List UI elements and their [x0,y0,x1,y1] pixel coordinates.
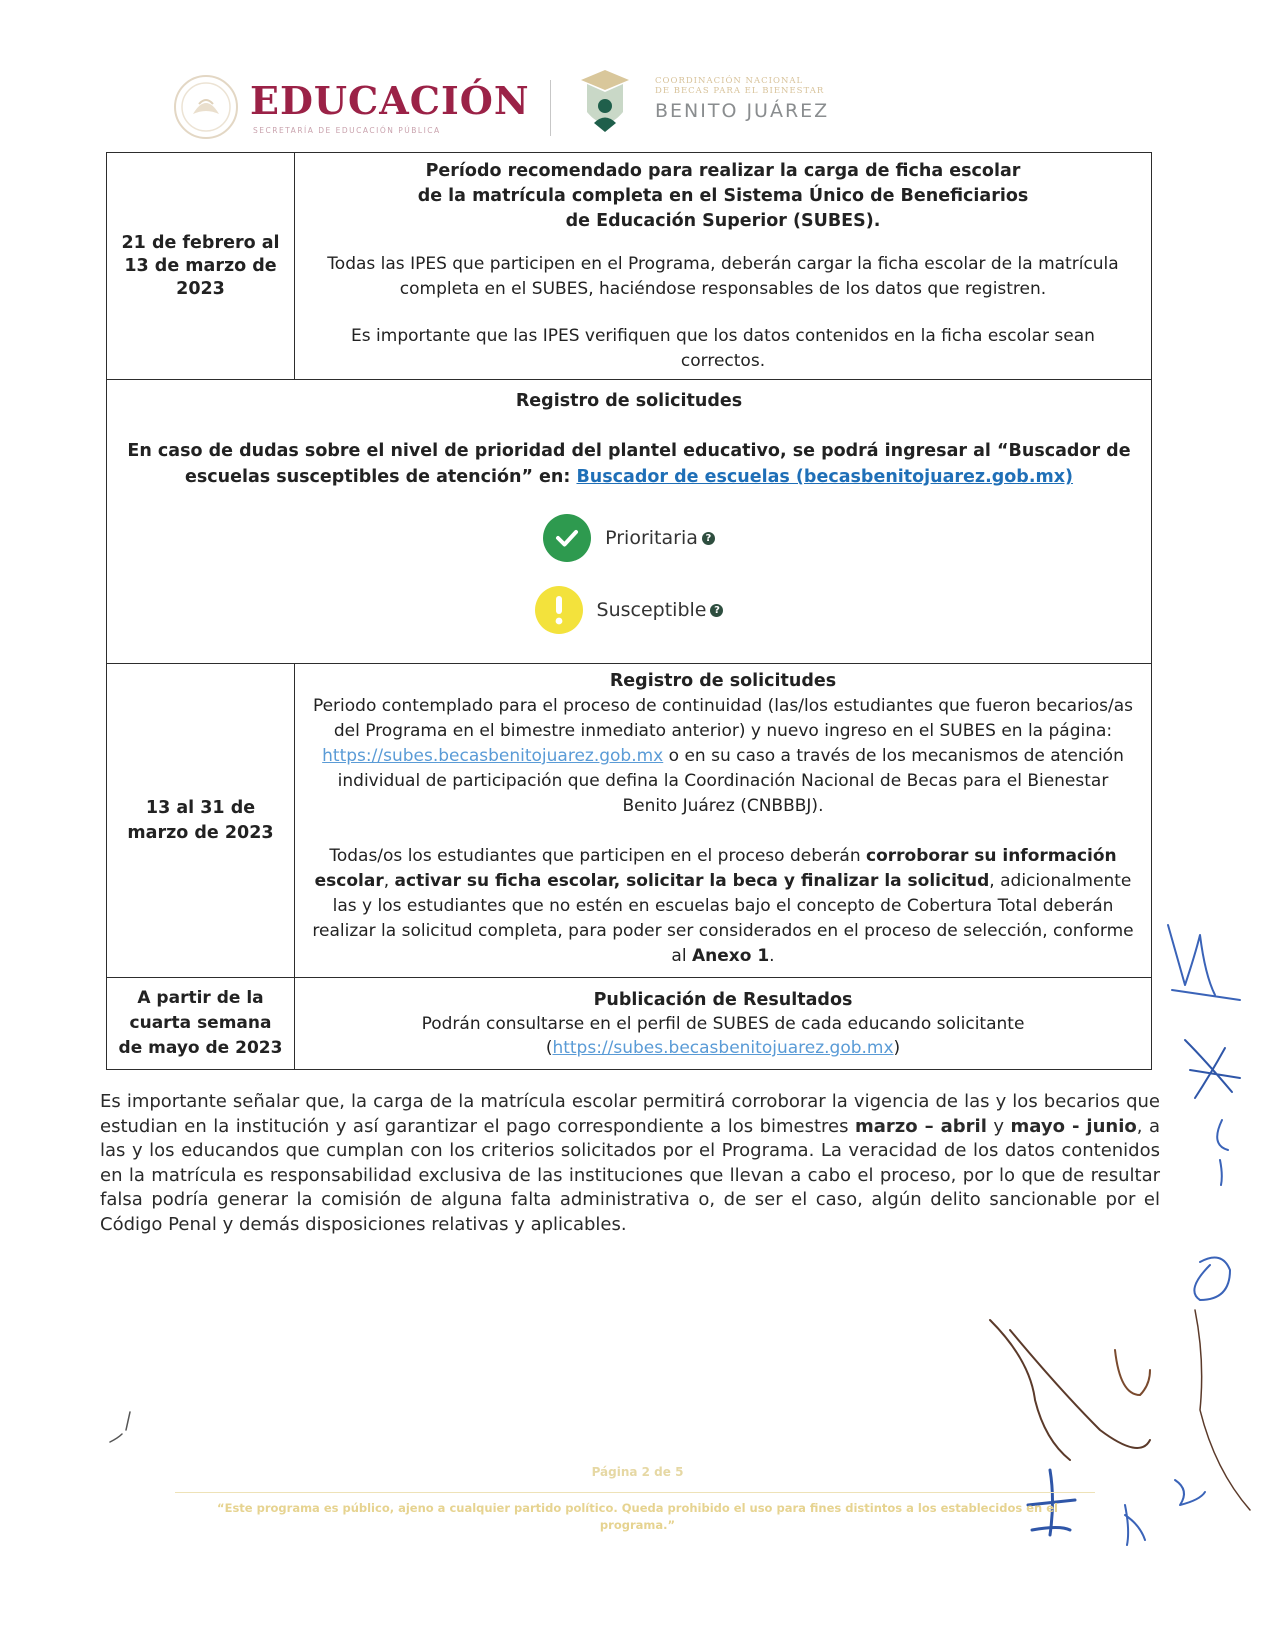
help-icon[interactable]: ? [710,604,723,617]
row-text: Es importante que las IPES verifiquen que los datos contenidos en la ficha escolar sean correctos. [351,326,1095,371]
schedule-table [106,152,1152,1070]
row-content [295,153,1151,379]
bold-part: Anexo 1 [691,946,770,966]
bj-coordination-label [655,76,875,96]
status-susceptible [127,586,1131,634]
row-content [295,978,1151,1069]
row-text [309,694,1137,819]
bold-part: marzo – abril [854,1115,987,1137]
text-part: , [383,871,395,891]
table-row [107,663,1151,977]
heading-line: Período recomendado para realizar la carga de ficha escolar [425,161,1021,181]
page-header [165,68,865,148]
row-heading: Registro de solicitudes [609,671,837,691]
row-content [107,380,1151,663]
bold-part: activar su ficha escolar, solicitar la beca y finalizar la solicitud [394,871,990,891]
text-part: Periodo contemplado para el proceso de continuidad (las/los estudiantes que fueron becarios/as del Programa en el bimestre inmediato anterior) y nuevo ingreso en el SUBES en la página: [312,696,1134,741]
table-row [107,379,1151,663]
subes-link[interactable]: https://subes.becasbenitojuarez.gob.mx [322,746,664,766]
check-icon [543,514,591,562]
benito-juarez-title: BENITO JUÁREZ [655,100,830,122]
educacion-title: EDUCACIÓN [250,78,530,123]
row-text [309,844,1137,969]
text-part: . [769,946,775,966]
row-link-line [309,1036,1137,1060]
text-part: Es importante señalar que, la carga de la matrícula escolar permitirá corroborar la vigencia de las y los becarios que estudian en la institución y así garantizar el pago correspondiente a los bimestres [100,1091,1160,1137]
table-row [107,977,1151,1069]
row-text: Todas las IPES que participen en el Programa, deberán cargar la ficha escolar de la matrícula completa en el SUBES, haciéndose responsables de los datos que registren. [327,254,1119,299]
status-prioritaria [127,514,1131,562]
body-paragraph [100,1090,1160,1237]
text-part: Todas/os los estudiantes que participen en el proceso deberán [329,846,867,866]
status1-text: Prioritaria [605,527,698,549]
mexico-seal-logo [173,74,239,140]
row-text: Podrán consultarse en el perfil de SUBES de cada educando solicitante [421,1014,1025,1034]
text-part: y [986,1115,1011,1137]
bold-part: mayo - junio [1010,1115,1137,1137]
text-part: o en su caso a través de los mecanismos de atención individual de participación que defina la Coordinación Nacional de Becas para el Bienestar Benito Juárez (CNBBBJ). [337,746,1124,816]
heading-line: de Educación Superior (SUBES). [565,211,881,231]
table-row [107,153,1151,379]
heading-line: de la matrícula completa en el Sistema Único de Beneficiarios [417,186,1029,206]
sep-subtitle: SECRETARÍA DE EDUCACIÓN PÚBLICA [253,126,441,135]
subes-results-link[interactable]: https://subes.becasbenitojuarez.gob.mx [552,1038,894,1058]
paren: ( [545,1038,553,1058]
row-date: 13 al 31 de marzo de 2023 [107,664,295,977]
status-label [605,527,715,549]
help-icon[interactable]: ? [702,532,715,545]
bold-part: corroborar su información escolar [314,846,1117,891]
notice-text: En caso de dudas sobre el nivel de prioridad del plantel educativo, se podrá ingresar al “Buscador de escuelas susceptibles de atención” en: [127,441,1131,487]
bj-line2: DE BECAS PARA EL BIENESTAR [655,86,825,96]
priority-notice [127,438,1131,490]
page-number: Página 2 de 5 [591,1465,684,1479]
status2-text: Susceptible [596,599,707,621]
row-date: 21 de febrero al 13 de marzo de 2023 [107,153,295,379]
row-date: A partir de la cuarta semana de mayo de 2023 [107,978,295,1069]
text-part: , a las y los educandos que cumplan con los criterios solicitados por el Programa. La veracidad de los datos contenidos en la matrícula es responsabilidad exclusiva de las instituciones que llevan a cabo el proceso, por lo que de resultar falsa podría generar la comisión de alguna falta administrativa o, de ser el caso, algún delito sancionable por el Código Penal y demás disposiciones relativas y aplicables. [100,1115,1160,1235]
footer-divider [175,1492,1095,1493]
row-heading: Publicación de Resultados [593,990,853,1010]
header-divider [550,80,551,136]
status-label [597,599,724,621]
exclamation-icon [535,586,583,634]
footer-disclaimer: “Este programa es público, ajeno a cualquier partido político. Queda prohibido el uso para fines distintos a los establecidos en el programa.” [217,1501,1058,1532]
row-content [295,664,1151,977]
bj-line1: COORDINACIÓN NACIONAL [655,76,804,86]
school-search-link[interactable]: Buscador de escuelas (becasbenitojuarez.gob.mx) [576,467,1074,487]
row-heading: Registro de solicitudes [515,391,743,411]
row-heading [309,159,1137,234]
graduation-cap-shield-logo [577,68,633,140]
paren: ) [893,1038,901,1058]
text-part: , adicionalmente las y los estudiantes que no estén en escuelas bajo el concepto de Cobertura Total deberán realizar la solicitud completa, para poder ser considerados en el proceso de selección, conforme al [312,871,1134,966]
